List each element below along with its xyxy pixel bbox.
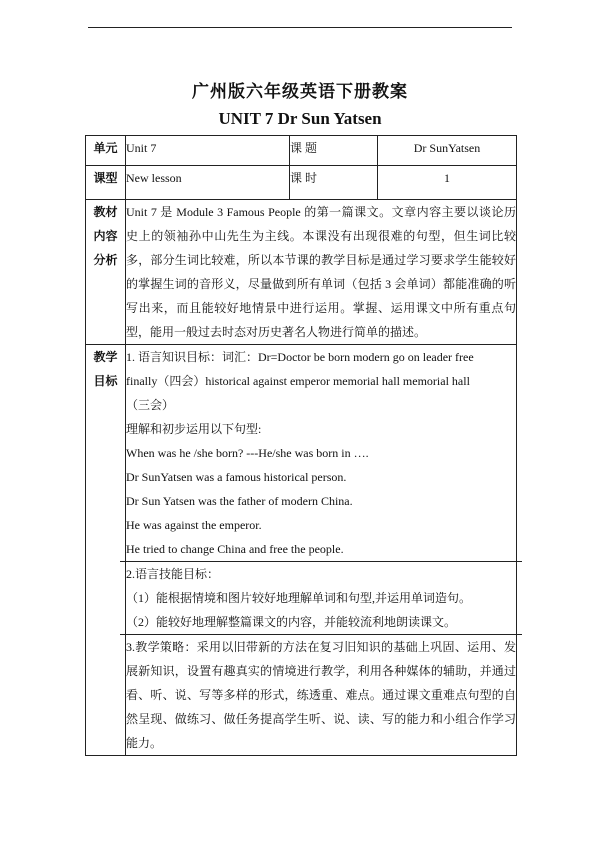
unit-label: 单元	[86, 136, 126, 166]
knowledge-line: 理解和初步运用以下句型:	[126, 422, 262, 436]
lesson-type-label: 课型	[86, 166, 126, 200]
lesson-plan-table	[85, 135, 517, 756]
strategy-text: 3.教学策略：采用以旧带新的方法在复习旧知识的基础上巩固、运用、发展新知识，设置有趣真实的情境进行教学，利用各种媒体的辅助，并通过看、听、说、写等多样的形式，练透重、难点。通过课文重难点句型的自然呈现、做练习、做任务提高学生听、说、读、写的能力和小组合作学习能力。	[126, 640, 516, 750]
analysis-label	[86, 200, 126, 345]
teaching-strategy	[120, 635, 522, 755]
unit-value: Unit 7	[126, 136, 290, 166]
knowledge-goals	[120, 345, 522, 562]
table-row	[86, 200, 517, 345]
analysis-content	[126, 200, 517, 345]
goals-content	[126, 345, 517, 756]
skill-goals	[120, 562, 522, 635]
skill-item: （1）能根据情境和图片较好地理解单词和句型,并运用单词造句。	[126, 591, 472, 605]
sentence-pattern: Dr Sun Yatsen was the father of modern China.	[126, 494, 353, 508]
sentence-pattern: When was he /she born? ---He/she was born in ….	[126, 446, 369, 460]
skills-title: 2.语言技能目标：	[126, 567, 220, 581]
analysis-text: Unit 7 是 Module 3 Famous People 的第一篇课文。文章内容主要以谈论历史上的领袖孙中山先生为主线。本课没有出现很难的句型，但生词比较多，部分生词比较难，所以本节课的教学目标是通过学习要求学生能较好的掌握生词的音形义，尽量做到所有单词（包括 3 会单词）都能准确的听写出来，而且能较好地情景中进行运用。掌握、运用课文中所有重点句型，能用一般过去时态对历史著名人物进行简单的描述。	[126, 205, 516, 339]
table-row	[86, 136, 517, 166]
sentence-pattern: Dr SunYatsen was a famous historical person.	[126, 470, 347, 484]
document-title: 广州版六年级英语下册教案	[192, 82, 408, 101]
top-rule	[88, 27, 512, 28]
topic-label: 课 题	[290, 136, 378, 166]
table-row	[86, 166, 517, 200]
analysis-label-line: 分析	[93, 253, 118, 267]
topic-value: Dr SunYatsen	[378, 136, 517, 166]
sentence-pattern: He was against the emperor.	[126, 518, 262, 532]
sentence-pattern: He tried to change China and free the people.	[126, 542, 344, 556]
knowledge-line: （三会）	[126, 398, 175, 412]
lesson-type-value: New lesson	[126, 166, 290, 200]
unit-title: UNIT 7 Dr Sun Yatsen	[218, 109, 382, 128]
analysis-label-line: 内容	[93, 229, 118, 243]
goals-label-line: 目标	[93, 374, 118, 388]
table-row	[86, 345, 517, 756]
knowledge-line: finally（四会）historical against emperor memorial hall memorial hall	[126, 374, 470, 388]
analysis-label-line: 教材	[93, 205, 118, 219]
periods-value: 1	[378, 166, 517, 200]
knowledge-line: 1. 语言知识目标：词汇：Dr=Doctor be born modern go on leader free	[126, 350, 474, 364]
skill-item: （2）能较好地理解整篇课文的内容，并能较流利地朗读课文。	[126, 615, 457, 629]
periods-label: 课 时	[290, 166, 378, 200]
goals-label-line: 教学	[93, 350, 118, 364]
